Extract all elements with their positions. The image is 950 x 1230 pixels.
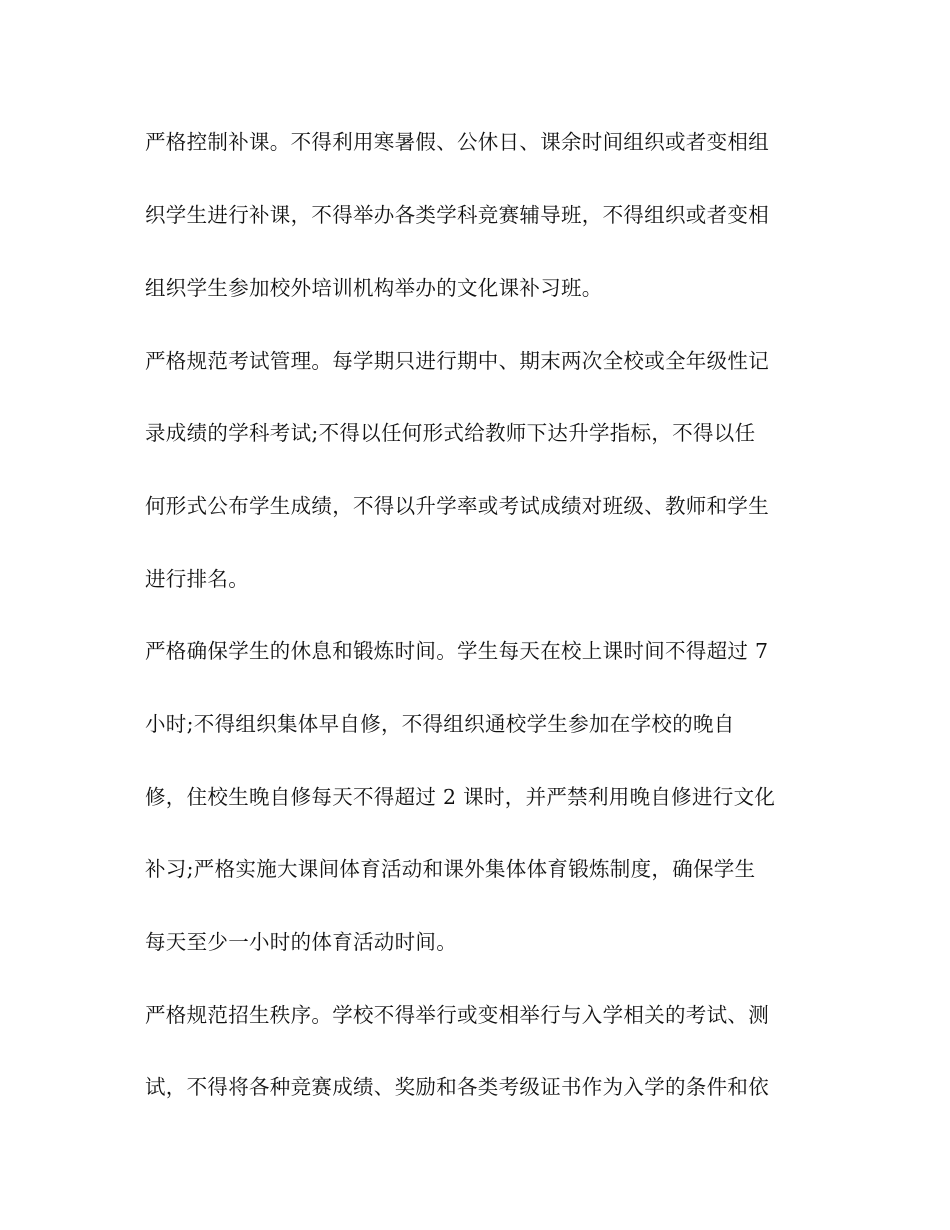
text-line: 组织学生参加校外培训机构举办的文化课补习班。 — [145, 276, 603, 300]
text-line: 每天至少一小时的体育活动时间。 — [145, 930, 457, 954]
text-line: 严格确保学生的休息和锻炼时间。学生每天在校上课时间不得超过 7 — [145, 639, 769, 663]
text-line: 修，住校生晚自修每天不得超过 2 课时，并严禁利用晚自修进行文化 — [145, 785, 776, 809]
text-line: 织学生进行补课，不得举办各类学科竞赛辅导班，不得组织或者变相 — [145, 203, 769, 227]
text-line: 严格控制补课。不得利用寒暑假、公休日、课余时间组织或者变相组 — [145, 130, 769, 154]
text-line: 进行排名。 — [145, 567, 249, 591]
text-line: 试，不得将各种竞赛成绩、奖励和各类考级证书作为入学的条件和依 — [145, 1075, 769, 1099]
text-line: 严格规范考试管理。每学期只进行期中、期末两次全校或全年级性记 — [145, 349, 769, 373]
text-line: 补习;严格实施大课间体育活动和课外集体体育锻炼制度，确保学生 — [145, 857, 756, 881]
text-line: 录成绩的学科考试;不得以任何形式给教师下达升学指标，不得以任 — [145, 421, 756, 445]
text-line: 何形式公布学生成绩，不得以升学率或考试成绩对班级、教师和学生 — [145, 494, 769, 518]
text-line: 严格规范招生秩序。学校不得举行或变相举行与入学相关的考试、测 — [145, 1003, 769, 1027]
text-line: 小时;不得组织集体早自修，不得组织通校学生参加在学校的晚自 — [145, 712, 735, 736]
